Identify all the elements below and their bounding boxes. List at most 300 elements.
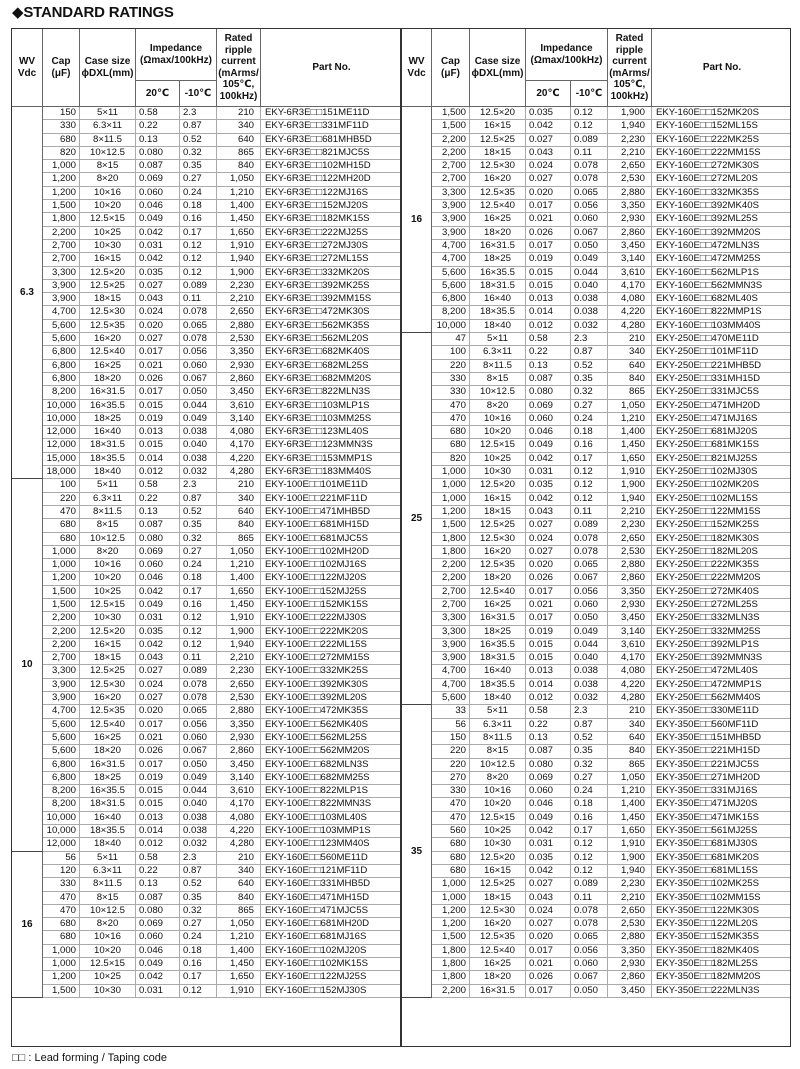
impedance-minus10c-cell: 0.050 xyxy=(571,612,608,625)
impedance-minus10c-cell: 0.12 xyxy=(571,852,608,865)
case-size-cell: 18×15 xyxy=(80,652,136,665)
impedance-20c-cell: 0.087 xyxy=(526,373,571,386)
impedance-minus10c-cell: 0.038 xyxy=(571,679,608,692)
header-case-size-text: ϕDXL(mm) xyxy=(471,67,524,79)
part-no-cell: EKY-250E□□471MJ16S xyxy=(652,413,791,426)
part-no-cell: EKY-250E□□122MM15S xyxy=(652,506,791,519)
cap-cell: 680 xyxy=(432,852,470,865)
part-no-cell: EKY-350E□□471MK15S xyxy=(652,812,791,825)
cap-cell: 2,700 xyxy=(432,599,470,612)
ripple-cell: 2,530 xyxy=(217,333,261,346)
impedance-minus10c-cell: 0.049 xyxy=(180,413,217,426)
header-ripple-text: Rated xyxy=(615,33,644,44)
impedance-20c-cell: 0.012 xyxy=(526,692,571,705)
impedance-20c-cell: 0.042 xyxy=(526,825,571,838)
ripple-cell: 3,450 xyxy=(608,240,652,253)
part-no-cell: EKY-160E□□822MMP1S xyxy=(652,306,791,319)
part-no-cell: EKY-350E□□222MLN3S xyxy=(652,985,791,998)
header-impedance-text: Impedance xyxy=(540,43,593,54)
part-no-cell: EKY-350E□□271MH20D xyxy=(652,772,791,785)
ripple-cell: 2,530 xyxy=(608,918,652,931)
part-no-cell: EKY-350E□□681MJ30S xyxy=(652,838,791,851)
impedance-20c-cell: 0.019 xyxy=(136,413,180,426)
case-size-cell: 18×35.5 xyxy=(80,453,136,466)
header-case-size xyxy=(470,29,526,107)
impedance-minus10c-cell: 0.32 xyxy=(571,386,608,399)
impedance-20c-cell: 0.046 xyxy=(136,945,180,958)
cap-cell: 47 xyxy=(432,333,470,346)
cap-cell: 470 xyxy=(43,506,80,519)
header-impedance-text: (Ωmax/100kHz) xyxy=(530,54,603,66)
impedance-minus10c-cell: 0.11 xyxy=(180,293,217,306)
impedance-20c-cell: 0.024 xyxy=(136,679,180,692)
ripple-cell: 1,210 xyxy=(217,559,261,572)
case-size-cell: 16×15 xyxy=(470,493,526,506)
part-no-cell: EKY-160E□□562MMN3S xyxy=(652,280,791,293)
impedance-minus10c-cell: 0.24 xyxy=(180,931,217,944)
part-no-cell: EKY-6R3E□□272ML15S xyxy=(261,253,401,266)
impedance-minus10c-cell: 0.32 xyxy=(180,905,217,918)
impedance-minus10c-cell: 0.038 xyxy=(571,665,608,678)
part-no-cell: EKY-160E□□392ML25S xyxy=(652,213,791,226)
cap-cell: 4,700 xyxy=(432,240,470,253)
impedance-minus10c-cell: 0.040 xyxy=(180,798,217,811)
part-no-cell: EKY-160E□□152ML15S xyxy=(652,120,791,133)
impedance-20c-cell: 0.012 xyxy=(136,466,180,479)
part-no-cell: EKY-6R3E□□821MJC5S xyxy=(261,147,401,160)
part-no-cell: EKY-350E□□151MHB5D xyxy=(652,732,791,745)
cap-cell: 330 xyxy=(43,120,80,133)
impedance-minus10c-cell: 0.056 xyxy=(571,945,608,958)
impedance-20c-cell: 0.58 xyxy=(526,333,571,346)
ripple-cell: 1,400 xyxy=(608,426,652,439)
impedance-minus10c-cell: 0.12 xyxy=(180,985,217,998)
case-size-cell: 16×20 xyxy=(470,918,526,931)
wv-group-label: 6.3 xyxy=(12,107,43,479)
part-no-cell: EKY-6R3E□□222MJ25S xyxy=(261,227,401,240)
cap-cell: 470 xyxy=(43,892,80,905)
ripple-cell: 4,220 xyxy=(217,453,261,466)
impedance-minus10c-cell: 0.032 xyxy=(571,692,608,705)
cap-cell: 220 xyxy=(432,360,470,373)
impedance-minus10c-cell: 0.060 xyxy=(571,958,608,971)
case-size-cell: 10×30 xyxy=(470,466,526,479)
part-no-cell: EKY-160E□□471MJC5S xyxy=(261,905,401,918)
impedance-20c-cell: 0.027 xyxy=(526,546,571,559)
cap-cell: 330 xyxy=(43,878,80,891)
impedance-minus10c-cell: 0.050 xyxy=(571,985,608,998)
ripple-cell: 865 xyxy=(608,759,652,772)
impedance-20c-cell: 0.035 xyxy=(526,479,571,492)
wv-group-label: 25 xyxy=(402,333,432,705)
case-size-cell: 16×20 xyxy=(470,546,526,559)
case-size-cell: 16×31.5 xyxy=(80,386,136,399)
cap-cell: 1,800 xyxy=(432,945,470,958)
impedance-minus10c-cell: 0.067 xyxy=(571,227,608,240)
impedance-minus10c-cell: 0.12 xyxy=(180,612,217,625)
cap-cell: 8,200 xyxy=(43,386,80,399)
header-part-no-text: Part No. xyxy=(702,61,742,73)
ripple-cell: 1,050 xyxy=(608,400,652,413)
header-20c xyxy=(526,81,571,107)
impedance-minus10c-cell: 0.87 xyxy=(180,493,217,506)
part-no-cell: EKY-6R3E□□562ML20S xyxy=(261,333,401,346)
cap-cell: 680 xyxy=(43,533,80,546)
part-no-cell: EKY-160E□□272ML20S xyxy=(652,173,791,186)
impedance-minus10c-cell: 0.18 xyxy=(180,945,217,958)
case-size-cell: 18×31.5 xyxy=(470,652,526,665)
part-no-cell: EKY-250E□□470ME11D xyxy=(652,333,791,346)
ripple-cell: 1,940 xyxy=(608,493,652,506)
part-no-cell: EKY-6R3E□□682MM20S xyxy=(261,373,401,386)
part-no-cell: EKY-100E□□101ME11D xyxy=(261,479,401,492)
impedance-minus10c-cell: 0.067 xyxy=(180,745,217,758)
part-no-cell: EKY-250E□□331MJC5S xyxy=(652,386,791,399)
wv-group-label: 35 xyxy=(402,705,432,998)
ripple-cell: 2,860 xyxy=(608,971,652,984)
part-no-cell: EKY-100E□□221MF11D xyxy=(261,493,401,506)
cap-cell: 4,700 xyxy=(432,679,470,692)
impedance-minus10c-cell: 0.089 xyxy=(180,665,217,678)
impedance-minus10c-cell: 0.065 xyxy=(180,705,217,718)
case-size-cell: 16×31.5 xyxy=(470,240,526,253)
impedance-minus10c-cell: 0.18 xyxy=(180,572,217,585)
cap-cell: 470 xyxy=(43,905,80,918)
case-size-cell: 16×15 xyxy=(470,120,526,133)
impedance-20c-cell: 0.13 xyxy=(136,506,180,519)
ripple-cell: 3,450 xyxy=(608,612,652,625)
impedance-20c-cell: 0.019 xyxy=(136,772,180,785)
case-size-cell: 18×40 xyxy=(80,466,136,479)
ripple-cell: 1,650 xyxy=(217,227,261,240)
case-size-cell: 10×25 xyxy=(80,971,136,984)
ripple-cell: 1,900 xyxy=(608,107,652,120)
impedance-20c-cell: 0.021 xyxy=(526,958,571,971)
cap-cell: 2,700 xyxy=(43,652,80,665)
part-no-cell: EKY-100E□□222ML15S xyxy=(261,639,401,652)
impedance-20c-cell: 0.017 xyxy=(526,200,571,213)
case-size-cell: 10×16 xyxy=(80,187,136,200)
ratings-table-left xyxy=(11,28,401,1047)
impedance-minus10c-cell: 0.032 xyxy=(571,320,608,333)
part-no-cell: EKY-100E□□562ML25S xyxy=(261,732,401,745)
cap-cell: 5,600 xyxy=(43,320,80,333)
case-size-cell: 8×15 xyxy=(80,160,136,173)
impedance-20c-cell: 0.027 xyxy=(526,134,571,147)
cap-cell: 1,800 xyxy=(432,958,470,971)
ripple-cell: 2,880 xyxy=(608,187,652,200)
cap-cell: 10,000 xyxy=(43,400,80,413)
impedance-20c-cell: 0.026 xyxy=(526,227,571,240)
impedance-minus10c-cell: 2.3 xyxy=(180,479,217,492)
case-size-cell: 8×15 xyxy=(80,519,136,532)
case-size-cell: 8×15 xyxy=(470,373,526,386)
case-size-cell: 12.5×25 xyxy=(80,280,136,293)
case-size-cell: 18×35.5 xyxy=(80,825,136,838)
part-no-cell: EKY-100E□□472MK35S xyxy=(261,705,401,718)
cap-cell: 3,900 xyxy=(43,293,80,306)
part-no-cell: EKY-160E□□103MM40S xyxy=(652,320,791,333)
case-size-cell: 12.5×35 xyxy=(80,705,136,718)
impedance-minus10c-cell: 0.12 xyxy=(571,466,608,479)
cap-cell: 10,000 xyxy=(43,812,80,825)
part-no-cell: EKY-250E□□102MJ30S xyxy=(652,466,791,479)
impedance-minus10c-cell: 0.17 xyxy=(571,825,608,838)
ripple-cell: 1,050 xyxy=(217,173,261,186)
ripple-cell: 2,210 xyxy=(217,293,261,306)
ripple-cell: 640 xyxy=(217,134,261,147)
part-no-cell: EKY-160E□□562MLP1S xyxy=(652,267,791,280)
part-no-cell: EKY-350E□□330ME11D xyxy=(652,705,791,718)
impedance-20c-cell: 0.049 xyxy=(526,812,571,825)
ripple-cell: 2,530 xyxy=(217,692,261,705)
impedance-minus10c-cell: 2.3 xyxy=(571,333,608,346)
part-no-cell: EKY-160E□□392MK40S xyxy=(652,200,791,213)
impedance-minus10c-cell: 2.3 xyxy=(180,107,217,120)
part-no-cell: EKY-100E□□392MK30S xyxy=(261,679,401,692)
ripple-cell: 1,940 xyxy=(608,120,652,133)
case-size-cell: 10×30 xyxy=(80,240,136,253)
part-no-cell: EKY-100E□□822MMN3S xyxy=(261,798,401,811)
impedance-20c-cell: 0.043 xyxy=(136,652,180,665)
part-no-cell: EKY-160E□□681MJ16S xyxy=(261,931,401,944)
header-wv-text: Vdc xyxy=(17,67,37,79)
impedance-20c-cell: 0.049 xyxy=(136,958,180,971)
case-size-cell: 8×20 xyxy=(80,918,136,931)
impedance-20c-cell: 0.042 xyxy=(526,453,571,466)
impedance-20c-cell: 0.020 xyxy=(136,320,180,333)
impedance-20c-cell: 0.087 xyxy=(136,160,180,173)
cap-cell: 2,700 xyxy=(432,586,470,599)
ripple-cell: 4,170 xyxy=(608,652,652,665)
impedance-20c-cell: 0.031 xyxy=(136,612,180,625)
cap-cell: 1,000 xyxy=(43,958,80,971)
case-size-cell: 18×20 xyxy=(80,745,136,758)
impedance-minus10c-cell: 0.060 xyxy=(571,599,608,612)
header-ripple-text: ripple xyxy=(224,44,253,56)
cap-cell: 2,200 xyxy=(432,985,470,998)
ripple-cell: 4,280 xyxy=(217,838,261,851)
case-size-cell: 12.5×40 xyxy=(80,719,136,732)
case-size-cell: 8×11.5 xyxy=(80,506,136,519)
cap-cell: 5,600 xyxy=(432,280,470,293)
case-size-cell: 12.5×20 xyxy=(80,267,136,280)
impedance-minus10c-cell: 0.35 xyxy=(571,373,608,386)
header-ripple xyxy=(608,29,652,107)
impedance-20c-cell: 0.020 xyxy=(526,187,571,200)
impedance-20c-cell: 0.046 xyxy=(526,798,571,811)
cap-cell: 5,600 xyxy=(43,333,80,346)
impedance-20c-cell: 0.049 xyxy=(136,599,180,612)
part-no-cell: EKY-6R3E□□332MK20S xyxy=(261,267,401,280)
case-size-cell: 12.5×25 xyxy=(470,878,526,891)
ripple-cell: 3,140 xyxy=(608,626,652,639)
case-size-cell: 10×30 xyxy=(80,612,136,625)
ripple-cell: 1,450 xyxy=(608,439,652,452)
impedance-20c-cell: 0.017 xyxy=(526,586,571,599)
case-size-cell: 18×15 xyxy=(470,892,526,905)
impedance-minus10c-cell: 0.065 xyxy=(571,931,608,944)
cap-cell: 680 xyxy=(43,134,80,147)
ripple-cell: 2,880 xyxy=(217,320,261,333)
impedance-minus10c-cell: 0.32 xyxy=(180,147,217,160)
ripple-cell: 1,650 xyxy=(217,586,261,599)
ripple-cell: 2,880 xyxy=(217,705,261,718)
wv-group-label: 16 xyxy=(402,107,432,333)
cap-cell: 2,200 xyxy=(43,612,80,625)
case-size-cell: 8×11.5 xyxy=(80,878,136,891)
case-size-cell: 18×31.5 xyxy=(80,439,136,452)
part-no-cell: EKY-250E□□272ML25S xyxy=(652,599,791,612)
part-no-cell: EKY-6R3E□□153MMP1S xyxy=(261,453,401,466)
impedance-20c-cell: 0.027 xyxy=(136,333,180,346)
header-20c-text: 20℃ xyxy=(145,87,170,99)
cap-cell: 3,900 xyxy=(43,692,80,705)
case-size-cell: 18×40 xyxy=(470,320,526,333)
header-cap-text: Cap xyxy=(51,56,71,67)
impedance-20c-cell: 0.042 xyxy=(526,493,571,506)
cap-cell: 470 xyxy=(432,413,470,426)
cap-cell: 8,200 xyxy=(43,785,80,798)
impedance-20c-cell: 0.024 xyxy=(526,160,571,173)
ripple-cell: 4,080 xyxy=(608,665,652,678)
header-ripple xyxy=(217,29,261,107)
impedance-20c-cell: 0.014 xyxy=(526,679,571,692)
impedance-20c-cell: 0.080 xyxy=(136,905,180,918)
impedance-minus10c-cell: 0.12 xyxy=(571,479,608,492)
impedance-20c-cell: 0.017 xyxy=(136,759,180,772)
ripple-cell: 1,940 xyxy=(608,865,652,878)
impedance-minus10c-cell: 0.050 xyxy=(571,240,608,253)
impedance-minus10c-cell: 0.065 xyxy=(571,187,608,200)
cap-cell: 2,700 xyxy=(432,173,470,186)
part-no-cell: EKY-160E□□331MHB5D xyxy=(261,878,401,891)
ripple-cell: 3,450 xyxy=(217,386,261,399)
ripple-cell: 840 xyxy=(608,373,652,386)
impedance-20c-cell: 0.035 xyxy=(526,107,571,120)
case-size-cell: 16×31.5 xyxy=(470,612,526,625)
cap-cell: 18,000 xyxy=(43,466,80,479)
ripple-cell: 2,210 xyxy=(217,652,261,665)
impedance-20c-cell: 0.024 xyxy=(526,905,571,918)
part-no-cell: EKY-250E□□332MM25S xyxy=(652,626,791,639)
case-size-cell: 18×20 xyxy=(470,227,526,240)
case-size-cell: 6.3×11 xyxy=(470,346,526,359)
impedance-20c-cell: 0.026 xyxy=(526,971,571,984)
impedance-20c-cell: 0.060 xyxy=(526,413,571,426)
header-case-size-text: Case size xyxy=(84,56,131,67)
impedance-minus10c-cell: 0.078 xyxy=(571,905,608,918)
part-no-cell: EKY-6R3E□□681MHB5D xyxy=(261,134,401,147)
ripple-cell: 340 xyxy=(608,346,652,359)
part-no-cell: EKY-350E□□122MK30S xyxy=(652,905,791,918)
part-no-cell: EKY-100E□□222MK20S xyxy=(261,626,401,639)
impedance-minus10c-cell: 0.16 xyxy=(180,213,217,226)
cap-cell: 3,900 xyxy=(43,280,80,293)
impedance-minus10c-cell: 0.12 xyxy=(571,107,608,120)
header-part-no xyxy=(652,29,791,107)
ripple-cell: 840 xyxy=(217,160,261,173)
cap-cell: 2,200 xyxy=(43,227,80,240)
header-minus10c-text: -10℃ xyxy=(184,87,212,99)
case-size-cell: 10×25 xyxy=(470,825,526,838)
case-size-cell: 10×25 xyxy=(80,227,136,240)
cap-cell: 2,200 xyxy=(432,134,470,147)
part-no-cell: EKY-100E□□681MH15D xyxy=(261,519,401,532)
impedance-20c-cell: 0.042 xyxy=(136,639,180,652)
cap-cell: 6,800 xyxy=(43,360,80,373)
impedance-minus10c-cell: 0.050 xyxy=(180,386,217,399)
ripple-cell: 1,450 xyxy=(608,812,652,825)
header-minus10c-text: -10℃ xyxy=(575,87,603,99)
ripple-cell: 865 xyxy=(608,386,652,399)
impedance-minus10c-cell: 0.27 xyxy=(571,400,608,413)
cap-cell: 150 xyxy=(43,107,80,120)
part-no-cell: EKY-350E□□122ML20S xyxy=(652,918,791,931)
case-size-cell: 6.3×11 xyxy=(80,493,136,506)
part-no-cell: EKY-100E□□103MMP1S xyxy=(261,825,401,838)
case-size-cell: 16×25 xyxy=(80,360,136,373)
part-no-cell: EKY-160E□□102MK15S xyxy=(261,958,401,971)
part-no-cell: EKY-100E□□102MH20D xyxy=(261,546,401,559)
impedance-20c-cell: 0.026 xyxy=(136,745,180,758)
case-size-cell: 18×40 xyxy=(470,692,526,705)
header-case-size-text: ϕDXL(mm) xyxy=(81,67,134,79)
case-size-cell: 6.3×11 xyxy=(470,719,526,732)
part-no-cell: EKY-100E□□682MLN3S xyxy=(261,759,401,772)
case-size-cell: 16×20 xyxy=(80,333,136,346)
impedance-20c-cell: 0.013 xyxy=(526,665,571,678)
ripple-cell: 1,050 xyxy=(608,772,652,785)
ripple-cell: 3,610 xyxy=(217,785,261,798)
case-size-cell: 10×20 xyxy=(80,945,136,958)
case-size-cell: 8×20 xyxy=(470,400,526,413)
ripple-cell: 4,170 xyxy=(217,439,261,452)
impedance-20c-cell: 0.021 xyxy=(136,360,180,373)
impedance-20c-cell: 0.22 xyxy=(136,493,180,506)
impedance-20c-cell: 0.013 xyxy=(136,812,180,825)
impedance-minus10c-cell: 0.18 xyxy=(571,798,608,811)
ripple-cell: 1,910 xyxy=(608,466,652,479)
cap-cell: 1,800 xyxy=(432,533,470,546)
case-size-cell: 18×15 xyxy=(470,506,526,519)
part-no-cell: EKY-350E□□681MK20S xyxy=(652,852,791,865)
case-size-cell: 5×11 xyxy=(80,479,136,492)
cap-cell: 4,700 xyxy=(432,253,470,266)
impedance-20c-cell: 0.020 xyxy=(526,559,571,572)
impedance-minus10c-cell: 0.35 xyxy=(180,160,217,173)
ripple-cell: 4,280 xyxy=(217,466,261,479)
impedance-20c-cell: 0.027 xyxy=(136,280,180,293)
ripple-cell: 2,230 xyxy=(217,280,261,293)
ripple-cell: 3,610 xyxy=(217,400,261,413)
impedance-20c-cell: 0.013 xyxy=(136,426,180,439)
impedance-minus10c-cell: 0.060 xyxy=(180,732,217,745)
part-no-cell: EKY-250E□□681MJ20S xyxy=(652,426,791,439)
part-no-cell: EKY-350E□□182ML25S xyxy=(652,958,791,971)
impedance-20c-cell: 0.015 xyxy=(526,267,571,280)
case-size-cell: 18×40 xyxy=(80,838,136,851)
impedance-minus10c-cell: 0.24 xyxy=(571,785,608,798)
ripple-cell: 1,450 xyxy=(217,213,261,226)
impedance-minus10c-cell: 0.27 xyxy=(180,918,217,931)
ripple-cell: 3,610 xyxy=(608,639,652,652)
cap-cell: 1,000 xyxy=(432,466,470,479)
impedance-minus10c-cell: 0.16 xyxy=(571,812,608,825)
part-no-cell: EKY-100E□□272MM15S xyxy=(261,652,401,665)
impedance-20c-cell: 0.13 xyxy=(136,134,180,147)
header-impedance xyxy=(526,29,608,81)
